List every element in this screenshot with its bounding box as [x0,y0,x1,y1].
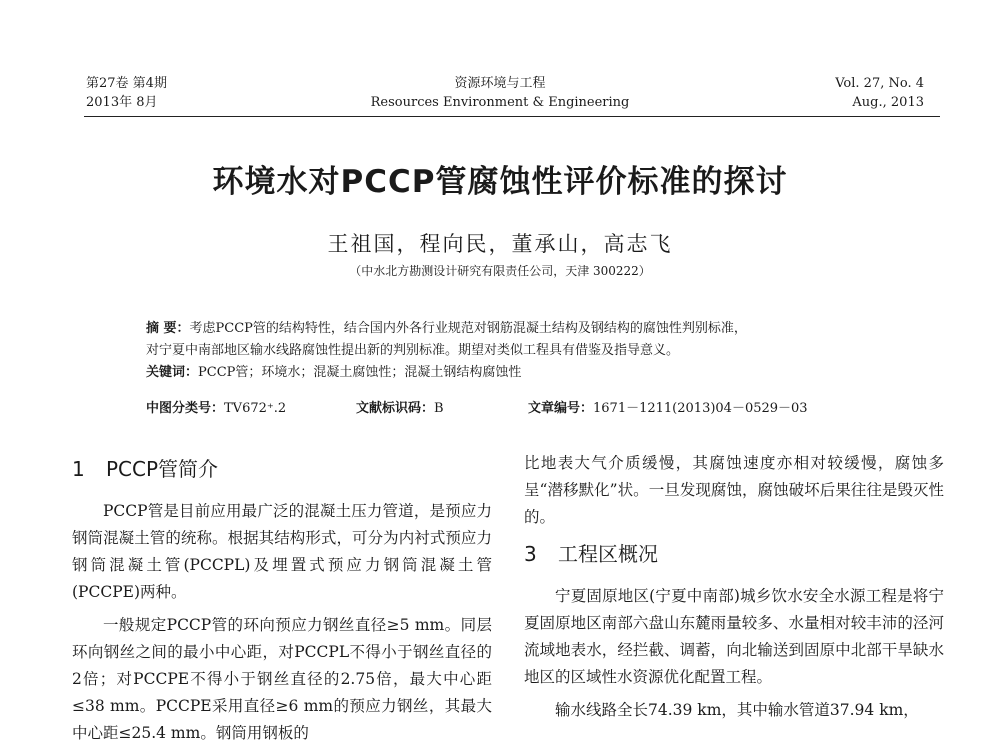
paragraph-pccp-intro: PCCP管是目前应用最广泛的混凝土压力管道，是预应力钢筒混凝土管的统称。根据其结构形式，可分为内衬式预应力钢筒混凝土管(PCCPL)及埋置式预应力钢筒混凝土管(PCCPE)两种。 [72,502,492,601]
volume-issue-text: 第27卷 第4期 [86,76,167,91]
clc-label: 中图分类号： [146,401,225,416]
section-1-number: 1 [72,457,85,481]
article-number [528,397,808,416]
document-code [356,397,444,416]
publication-date-en: Aug., 2013 [852,95,924,110]
section-1-heading [72,454,492,484]
volume-issue-en: Vol. 27, No. 4 [835,76,924,91]
abstract-line-1 [146,318,926,340]
article-number-value: 1671－1211(2013)04－0529－03 [593,401,808,416]
section-3-heading [524,539,944,569]
keywords [146,362,926,384]
keywords-text: PCCP管；环境水；混凝土腐蚀性；混凝土钢结构腐蚀性 [198,365,522,380]
paragraph-project-overview: 宁夏固原地区(宁夏中南部)城乡饮水安全水源工程是将宁夏固原地区南部六盘山东麓雨量较多、水量相对较丰沛的泾河流域地表水，经拦截、调蓄，向北输送到固原中北部干旱缺水地区的区域性水资源优化配置工程。 [524,587,944,686]
keywords-label: 关键词： [146,365,199,380]
abstract-label: 摘 要： [146,321,190,336]
paper-title: 环境水对PCCP管腐蚀性评价标准的探讨 [212,164,788,200]
publication-date-cn: 2013年 8月 [86,95,158,110]
paragraph-pipeline-length: 输水线路全长74.39 km，其中输水管道37.94 km， [555,701,919,719]
journal-name-en: Resources Environment & Engineering [370,95,630,110]
doc-code-label: 文献标识码： [356,401,435,416]
author-affiliation: （中水北方勘测设计研究有限责任公司，天津 300222） [349,264,651,278]
paragraph-corrosion-cont: 比地表大气介质缓慢，其腐蚀速度亦相对较缓慢，腐蚀多呈“潜移默化”状。一旦发现腐蚀，腐蚀破坏后果往往是毁灭性的。 [524,454,944,526]
header-rule [84,116,940,117]
section-1-title: PCCP管简介 [106,457,219,481]
journal-name-cn: 资源环境与工程 [454,76,546,91]
paragraph-pccp-specs: 一般规定PCCP管的环向预应力钢丝直径≥5 mm。同层环向钢丝之间的最小中心距，对PCCPL不得小于钢丝直径的2倍；对PCCPE不得小于钢丝直径的2.75倍，最大中心距≤38 mm。PCCPE采用直径≥6 mm的预应力钢丝，其最大中心距≤25.4 mm。钢筒用钢板的 [72,616,492,742]
section-3-title: 工程区概况 [558,542,658,566]
paper-authors: 王祖国，程向民，董承山，高志飞 [327,232,673,256]
right-column [524,450,944,730]
journal-volume-en [835,74,924,112]
article-number-label: 文章编号： [528,401,594,416]
abstract-text-1: 考虑PCCP管的结构特性，结合国内外各行业规范对钢筋混凝土结构及钢结构的腐蚀性判别标准， [189,321,747,336]
abstract-text-2: 对宁夏中南部地区输水线路腐蚀性提出新的判别标准。期望对类似工程具有借鉴及指导意义。 [146,343,680,358]
doc-code-value: B [434,401,444,416]
left-column [72,450,492,753]
section-3-number: 3 [524,542,537,566]
clc-value: TV672⁺.2 [224,401,287,416]
abstract [146,318,926,384]
clc-number [146,397,286,416]
